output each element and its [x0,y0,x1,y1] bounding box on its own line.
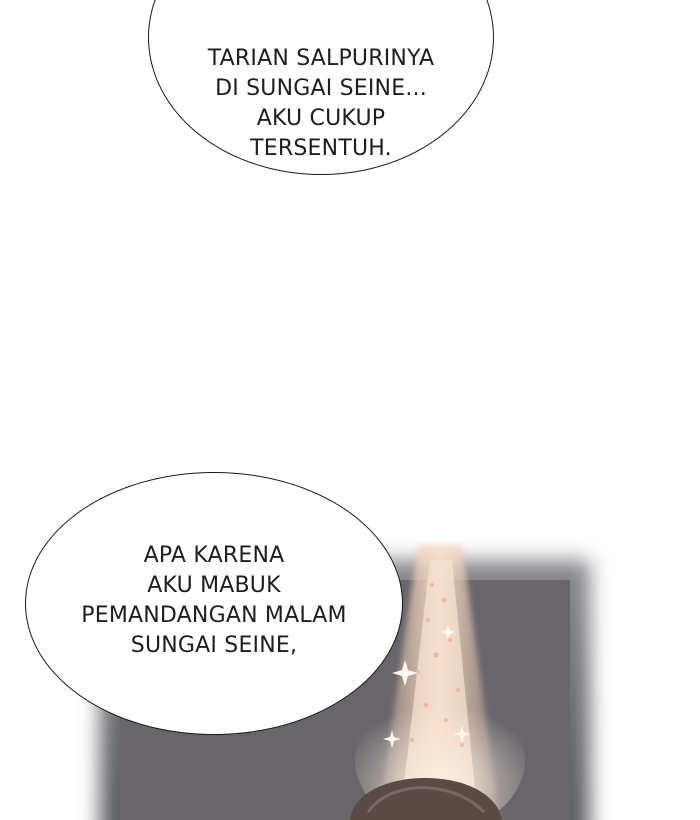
speech-text-bottom [81,541,347,661]
speech-text-top [208,44,435,164]
speech-line: AKU CUKUP [256,105,386,131]
speech-line: SUNGAI SEINE, [130,632,298,658]
speech-line: AKU MABUK [147,572,281,598]
speech-line: PEMANDANGAN MALAM [81,602,347,628]
speech-line: APA KARENA [143,542,285,568]
speech-line: TARIAN SALPURINYA [207,45,435,71]
speech-line: DI SUNGAI SEINE... [215,75,427,101]
speech-bubble-bottom [25,472,403,735]
speech-line: TERSENTUH. [250,135,392,161]
